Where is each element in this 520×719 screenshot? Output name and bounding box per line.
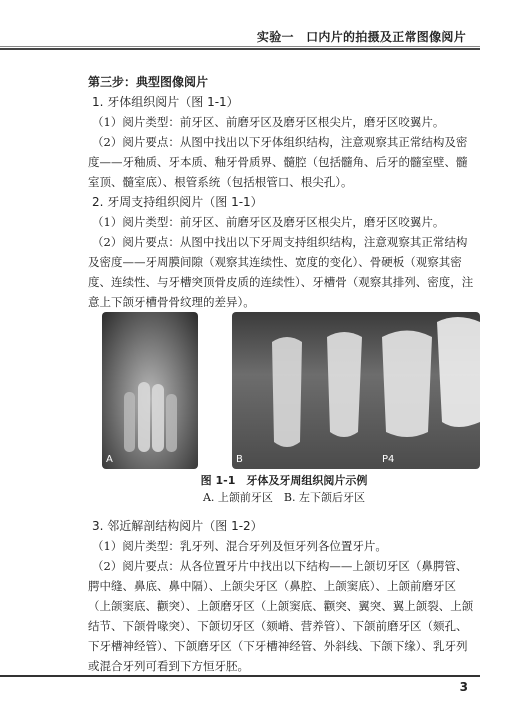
header-title: 实验一 口内片的拍摄及正常图像阅片	[256, 30, 466, 44]
header-rule-thick	[0, 48, 480, 50]
section-heading: 第三步：典型图像阅片	[88, 75, 209, 89]
subsection-2-para-1: （1）阅片类型：前牙区、前磨牙区及磨牙区根尖片，磨牙区咬翼片。	[92, 215, 445, 229]
main-content-2	[88, 516, 478, 676]
figure-caption	[88, 472, 480, 506]
subsection-3-title: 3. 邻近解剖结构阅片（图 1-2）	[92, 519, 263, 533]
xray-label-p4: P4	[382, 454, 395, 465]
page-header	[0, 0, 520, 48]
subsection-2-title: 2. 牙周支持组织阅片（图 1-1）	[92, 195, 263, 209]
footer-rule	[0, 675, 480, 677]
xray-label-b: B	[236, 454, 243, 465]
subsection-2-para-2: （2）阅片要点：从图中找出以下牙周支持组织结构，注意观察其正常结构及密度——牙周膜间隙（观察其连续性、宽度的变化）、骨硬板（观察其密度、连续性、与牙槽突顶骨皮质的连续性）、牙槽骨（观察其排列、密度，注意上下颌牙槽骨骨纹理的差异）。	[88, 235, 474, 309]
header-rule	[0, 46, 480, 47]
subsection-1-title: 1. 牙体组织阅片（图 1-1）	[92, 95, 239, 109]
xray-image-a	[102, 312, 198, 469]
molars-illustration	[232, 312, 480, 469]
subsection-3-para-2: （2）阅片要点：从各位置牙片中找出以下结构——上颌切牙区（鼻腭管、腭中缝、鼻底、鼻中隔）、上颌尖牙区（鼻腔、上颌窦底）、上颌前磨牙区（上颌窦底、颧突）、上颌磨牙区（上颌窦底、颧突、翼突、翼上颌裂、上颌结节、下颌骨喙突）、下颌切牙区（颏嵴、营养管）、下颌前磨牙区（颏孔、下牙槽神经管）、下颌磨牙区（下牙槽神经管、外斜线、下颌下缘）、乳牙列或混合牙列可看到下方恒牙胚。	[88, 559, 474, 673]
subsection-3-para-1: （1）阅片类型：乳牙列、混合牙列及恒牙列各位置牙片。	[92, 539, 387, 553]
main-content	[88, 72, 478, 312]
subsection-1-para-1: （1）阅片类型：前牙区、前磨牙区及磨牙区根尖片，磨牙区咬翼片。	[92, 115, 445, 129]
xray-label-a: A	[106, 454, 113, 465]
figure-caption-sub: A. 上颌前牙区 B. 左下颌后牙区	[202, 491, 365, 504]
incisors-illustration	[102, 312, 198, 469]
figure-1-1	[88, 312, 480, 470]
subsection-1-para-2: （2）阅片要点：从图中找出以下牙体组织结构，注意观察其正常结构及密度——牙釉质、牙本质、釉牙骨质界、髓腔（包括髓角、后牙的髓室壁、髓室顶、髓室底）、根管系统（包括根管口、根尖孔）。	[88, 135, 468, 189]
xray-image-b	[232, 312, 480, 469]
page-number: 3	[459, 680, 468, 694]
figure-caption-main: 图 1-1 牙体及牙周组织阅片示例	[200, 474, 368, 487]
